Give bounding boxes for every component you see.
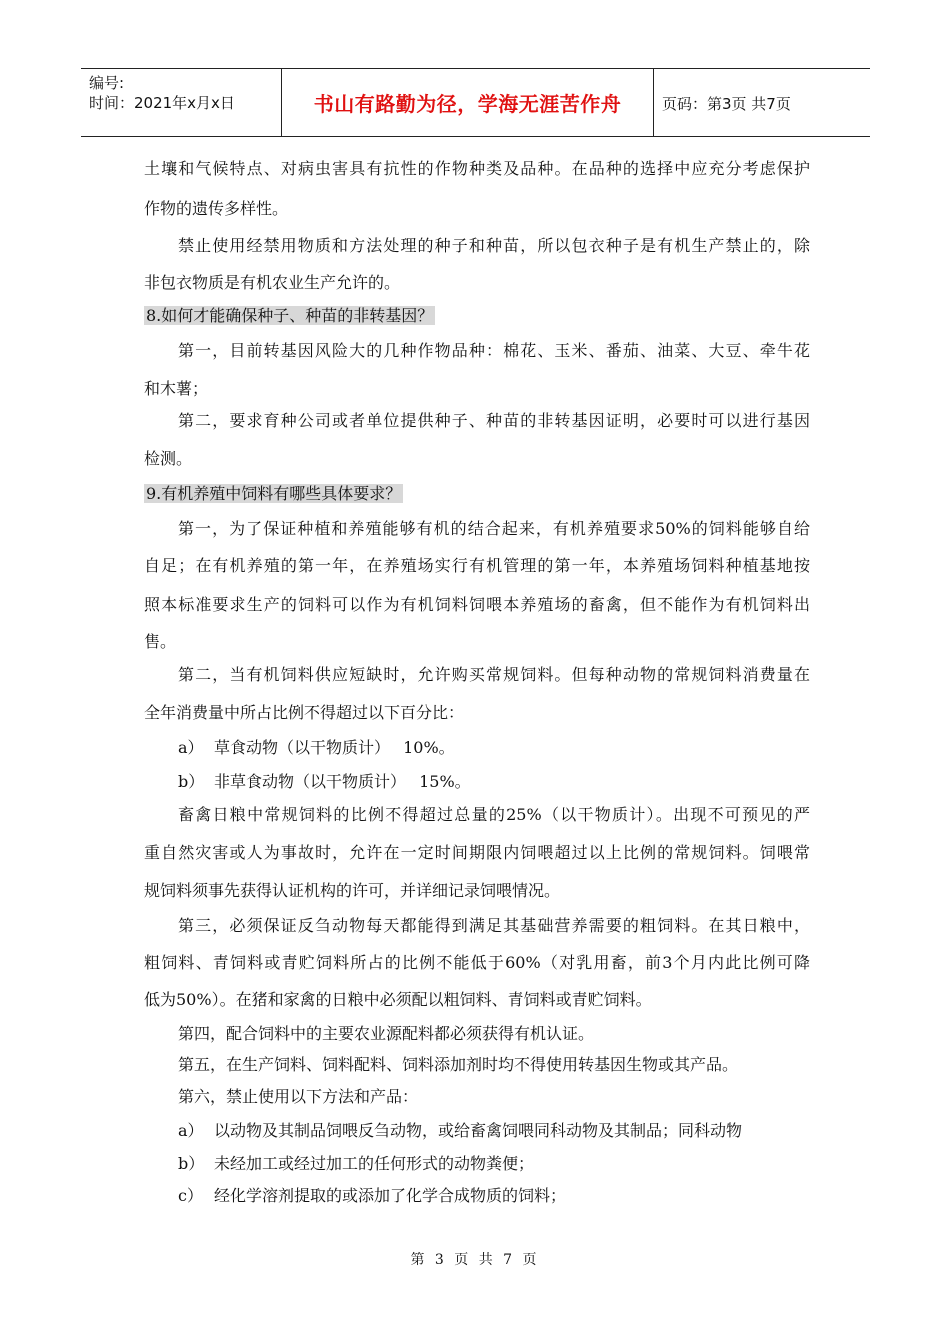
header-motto-cell [282,69,654,136]
paragraph-line: 畜禽日粮中常规饲料的比例不得超过总量的25%（以干物质计）。出现不可预见的严 [178,805,810,824]
paragraph-line: 非包衣物质是有机农业生产允许的。 [144,273,401,292]
paragraph-line: 禁止使用经禁用物质和方法处理的种子和种苗，所以包衣种子是有机生产禁止的，除 [178,236,810,255]
header-info-cell [81,69,282,136]
list-item [178,1120,742,1142]
motto-text: 书山有路勤为径，学海无涯苦作舟 [313,92,622,116]
list-item [178,737,455,759]
paragraph-line: 规饲料须事先获得认证机构的许可，并详细记录饲喂情况。 [144,881,561,900]
paragraph-line: 和木薯； [144,379,209,398]
header-table [81,68,870,137]
paragraph-line: 作物的遗传多样性。 [144,199,289,218]
list-marker: c） [178,1186,203,1205]
paragraph-line: 低为50%）。在猪和家禽的日粮中必须配以粗饲料、青饲料或青贮饲料。 [144,990,652,1009]
question-heading-8 [144,305,435,327]
list-item-text: 经化学溶剂提取的或添加了化学合成物质的饲料； [214,1186,567,1205]
paragraph-line: 粗饲料、青饲料或青贮饲料所占的比例不能低于60%（对乳用畜，前3个月内此比例可降 [144,953,810,972]
list-item [178,1153,534,1175]
paragraph-line: 第一，为了保证种植和养殖能够有机的结合起来，有机养殖要求50%的饲料能够自给 [178,519,810,538]
paragraph-line: 重自然灾害或人为事故时，允许在一定时间期限内饲喂超过以上比例的常规饲料。饲喂常 [144,843,810,862]
list-item-text: 草食动物（以干物质计） 10%。 [214,738,455,757]
list-item-text: 以动物及其制品饲喂反刍动物，或给畜禽饲喂同科动物及其制品；同科动物 [214,1121,743,1140]
paragraph-line: 第一，目前转基因风险大的几种作物品种：棉花、玉米、番茄、油菜、大豆、牵牛花 [178,341,810,360]
list-marker: a） [178,1121,204,1140]
question-heading-9 [144,483,403,505]
list-item [178,771,471,793]
list-marker: a） [178,738,204,757]
paragraph-line: 第二，要求育种公司或者单位提供种子、种苗的非转基因证明，必要时可以进行基因 [178,411,810,430]
paragraph-line: 自足；在有机养殖的第一年，在养殖场实行有机管理的第一年，本养殖场饲料种植基地按 [144,556,810,575]
paragraph-line: 第四，配合饲料中的主要农业源配料都必须获得有机认证。 [178,1024,595,1043]
list-marker: b） [178,1154,205,1173]
paragraph-line: 售。 [144,632,177,651]
question-text: 8.如何才能确保种子、种苗的非转基因？ [146,306,434,325]
paragraph-line: 第六，禁止使用以下方法和产品： [178,1087,419,1106]
list-marker: b） [178,772,205,791]
page-label: 页码：第3页 共7页 [662,95,791,113]
list-item [178,1185,566,1207]
number-label: 编号: [89,74,125,92]
paragraph-line: 第五，在生产饲料、饲料配料、饲料添加剂时均不得使用转基因生物或其产品。 [178,1055,739,1074]
list-item-text: 非草食动物（以干物质计） 15%。 [214,772,471,791]
paragraph-line: 土壤和气候特点、对病虫害具有抗性的作物种类及品种。在品种的选择中应充分考虑保护 [144,159,810,178]
list-item-text: 未经加工或经过加工的任何形式的动物粪便； [214,1154,535,1173]
paragraph-line: 检测。 [144,449,193,468]
paragraph-line: 照本标准要求生产的饲料可以作为有机饲料饲喂本养殖场的畜禽，但不能作为有机饲料出 [144,595,810,614]
date-label: 时间：2021年x月x日 [89,94,235,112]
paragraph-line: 全年消费量中所占比例不得超过以下百分比： [144,703,465,722]
paragraph-line: 第二，当有机饲料供应短缺时，允许购买常规饲料。但每种动物的常规饲料消费量在 [178,665,810,684]
question-text: 9.有机养殖中饲料有哪些具体要求？ [146,484,402,503]
paragraph-line: 第三，必须保证反刍动物每天都能得到满足其基础营养需要的粗饲料。在其日粮中， [178,916,810,935]
page-footer: 第 3 页 共 7 页 [410,1252,540,1268]
